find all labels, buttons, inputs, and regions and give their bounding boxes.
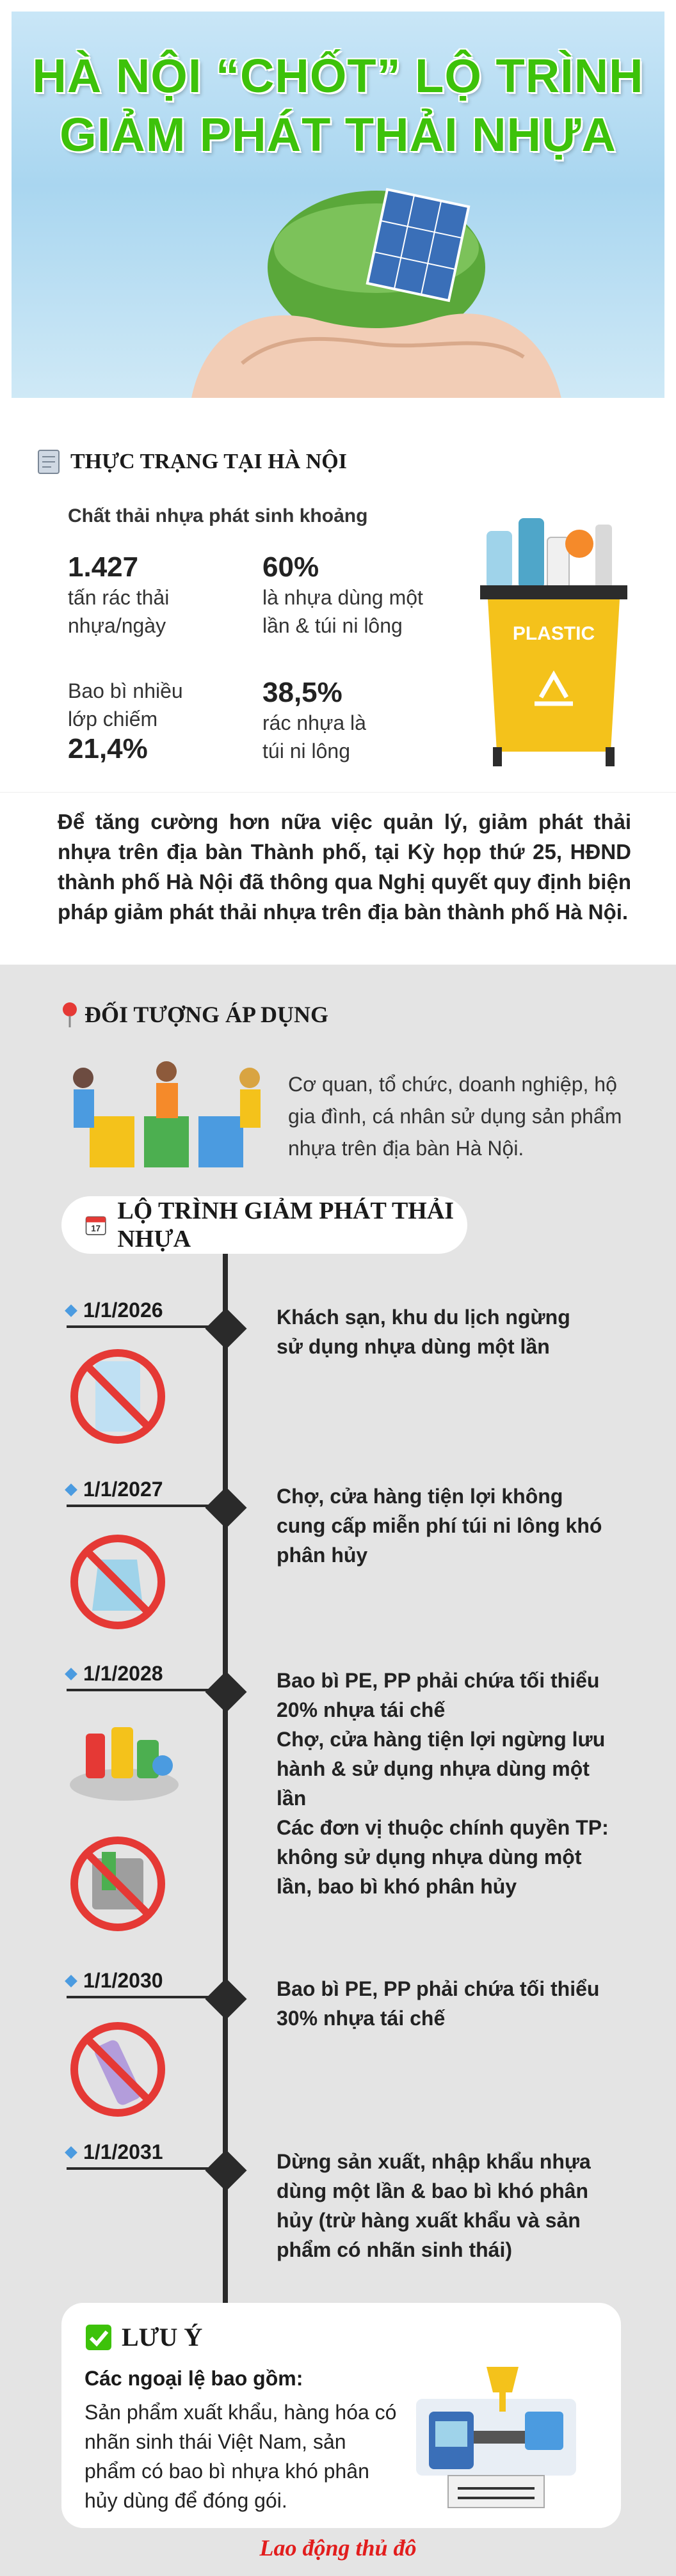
document-icon (36, 448, 61, 476)
note-title (84, 2322, 202, 2352)
stat-label: lần & túi ni lông (262, 614, 403, 637)
note-title-text: LƯU Ý (122, 2323, 203, 2351)
milestone-text: Bao bì PE, PP phải chứa tối thiểu 20% nhựa tái chế Chợ, cửa hàng tiện lợi ngừng lưu hành & sử dụng nhựa dùng một lần (277, 1669, 606, 1810)
date-underline (67, 1325, 227, 1328)
stat-label: lớp chiếm (68, 707, 158, 731)
hero-banner (12, 12, 664, 398)
stat-label: túi ni lông (262, 739, 350, 763)
stat-multilayer-packaging (68, 677, 183, 765)
check-mark-icon (84, 2323, 113, 2351)
no-plastic-cup-icon (67, 1342, 169, 1444)
pin-icon (61, 1002, 78, 1027)
milestone-date (67, 1662, 163, 1686)
roadmap-title-pill (61, 1196, 467, 1254)
stat-single-use-share (262, 551, 423, 640)
milestone-text: Các đơn vị thuộc chính quyền TP: không sử dụng nhựa dùng một lần, bao bì khó phân hủy (277, 1816, 609, 1898)
stat-waste-per-day (68, 551, 169, 640)
stat-value: 1.427 (68, 551, 139, 583)
date-underline (67, 2167, 227, 2170)
milestone-text: Khách sạn, khu du lịch ngừng sử dụng nhựa dùng một lần (277, 1306, 570, 1358)
date-text: 1/1/2026 (83, 1299, 163, 1322)
date-underline (67, 1689, 227, 1691)
hands-holding-earth-icon (165, 171, 575, 398)
date-bullet-icon (65, 1483, 77, 1496)
stat-label: nhựa/ngày (68, 614, 166, 637)
stat-value: 38,5% (262, 677, 342, 708)
date-text: 1/1/2031 (83, 2140, 163, 2163)
date-bullet-icon (65, 2146, 77, 2159)
milestone-date (67, 1299, 163, 1322)
svg-text:17: 17 (91, 1224, 101, 1234)
milestone-date (67, 2140, 163, 2164)
intro-paragraph: Để tăng cường hơn nữa việc quản lý, giảm phát thải nhựa trên địa bàn Thành phố, tại Kỳ họp thứ 25, HĐND thành phố Hà Nội đã thông qua Nghị quyết quy định biện pháp giảm phát thải nhựa trên địa bàn thành phố Hà Nội. (0, 792, 676, 965)
people-recycling-icon (64, 1059, 269, 1167)
milestone-date (67, 1478, 163, 1501)
milestone-text: Chợ, cửa hàng tiện lợi không cung cấp miễn phí túi ni lông khó phân hủy (277, 1485, 602, 1567)
date-bullet-icon (65, 1304, 77, 1317)
factory-machine-icon (410, 2360, 583, 2514)
scope-title-text: ĐỐI TƯỢNG ÁP DỤNG (84, 1002, 329, 1027)
stat-label: là nhựa dùng một (262, 586, 423, 609)
milestone-text: Dừng sản xuất, nhập khẩu nhựa dùng một lần & bao bì khó phân hủy (trừ hàng xuất khẩu và sản phẩm có nhãn sinh thái) (277, 2150, 591, 2261)
note-text: Sản phẩm xuất khẩu, hàng hóa có nhãn sinh thái Việt Nam, sản phẩm có bao bì nhựa khó phân hủy dùng để đóng gói. (84, 2401, 397, 2512)
brand-logo: Lao động thủ đô (259, 2535, 417, 2561)
milestone-text: Bao bì PE, PP phải chứa tối thiểu 30% nhựa tái chế (277, 1977, 600, 2030)
date-underline (67, 1996, 227, 1998)
stat-label: Bao bì nhiều (68, 679, 183, 702)
stat-value: 21,4% (68, 733, 148, 764)
scope-text: Cơ quan, tổ chức, doanh nghiệp, hộ gia đình, cá nhân sử dụng sản phẩm nhựa trên địa bàn Hà Nội. (288, 1073, 622, 1160)
calendar-icon (84, 1212, 107, 1238)
date-bullet-icon (65, 1975, 77, 1987)
status-section-title (36, 448, 347, 476)
roadmap-title-text: LỘ TRÌNH GIẢM PHÁT THẢI NHỰA (117, 1197, 455, 1252)
status-title-text: THỰC TRẠNG TẠI HÀ NỘI (70, 450, 347, 473)
bin-label: PLASTIC (512, 623, 595, 644)
stat-label: rác nhựa là (262, 711, 366, 734)
plastic-bin-icon (474, 505, 634, 774)
hero-title-line1: HÀ NỘI “CHỐT” LỘ TRÌNH (32, 49, 644, 102)
hero-title-line2: GIẢM PHÁT THẢI NHỰA (60, 108, 616, 161)
stat-plastic-bags (262, 677, 366, 765)
plastic-waste-pile-icon (67, 1708, 182, 1804)
no-plastic-bag-icon (67, 1528, 169, 1630)
note-subtitle: Các ngoại lệ bao gồm: (84, 2367, 303, 2390)
no-disposable-plastic-icon (67, 1829, 169, 1932)
stat-value: 60% (262, 551, 319, 583)
date-underline (67, 1505, 227, 1507)
date-text: 1/1/2028 (83, 1662, 163, 1685)
status-subtitle: Chất thải nhựa phát sinh khoảng (68, 505, 368, 526)
scope-section-title (61, 1001, 328, 1028)
date-bullet-icon (65, 1668, 77, 1680)
stat-label: tấn rác thải (68, 586, 170, 609)
no-plastic-bottle-icon (67, 2015, 169, 2117)
date-text: 1/1/2030 (83, 1969, 163, 1992)
date-text: 1/1/2027 (83, 1478, 163, 1501)
milestone-date (67, 1969, 163, 1993)
